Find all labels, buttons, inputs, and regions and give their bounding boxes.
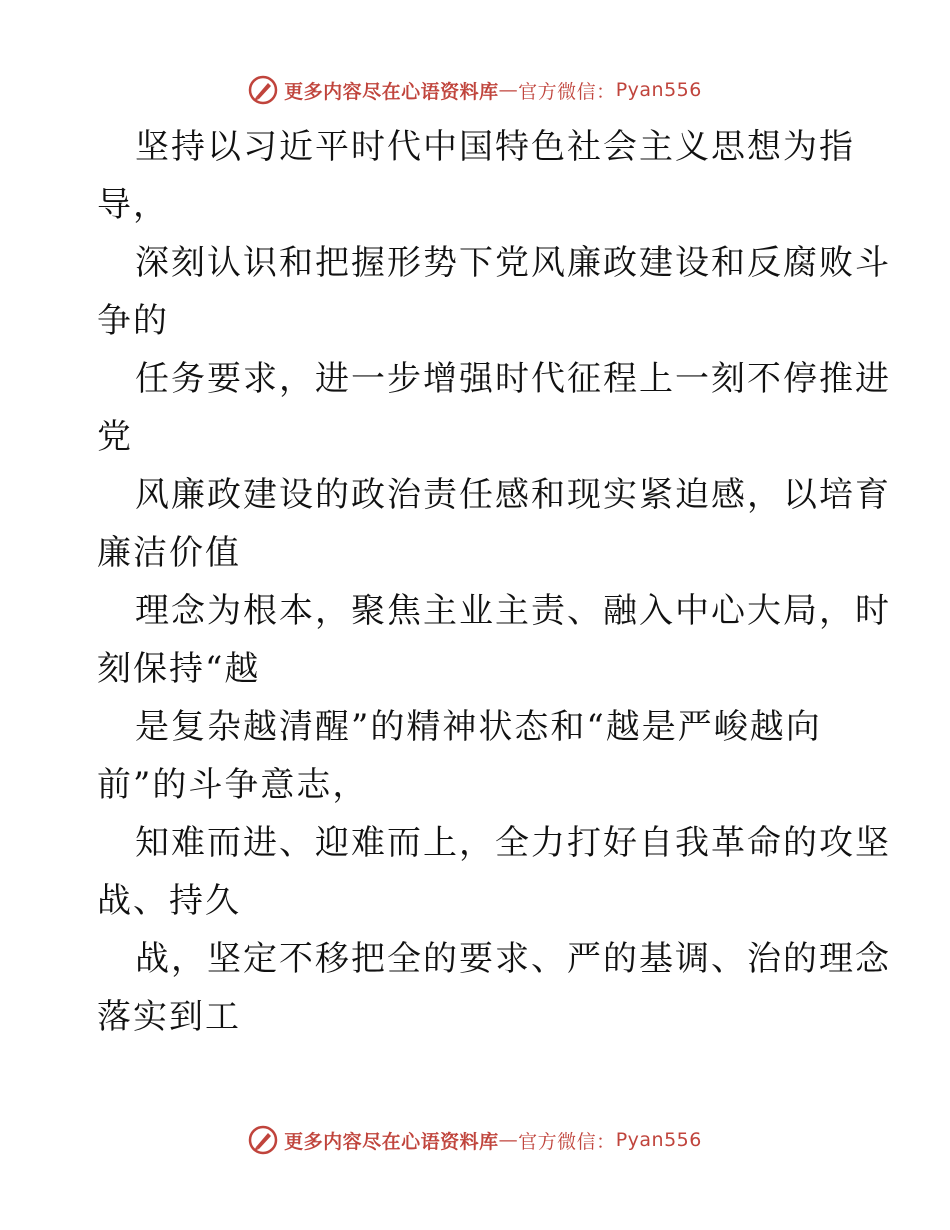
body-line: 刻保持“越 <box>97 649 261 689</box>
watermark-official-label: 官方微信： <box>518 80 616 103</box>
watermark-separator: — <box>498 1129 519 1151</box>
footer-watermark <box>0 1120 950 1160</box>
watermark-text: 更多内容尽在心语资料库 <box>284 1130 499 1153</box>
body-line: 知难而进、迎难而上，全力打好自我革命的攻坚 <box>135 823 891 863</box>
pen-logo-icon <box>248 1125 278 1155</box>
body-line: 风廉政建设的政治责任感和现实紧迫感，以培育 <box>135 475 891 515</box>
body-line: 前”的斗争意志， <box>97 765 369 805</box>
body-line: 争的 <box>97 301 169 341</box>
body-line: 是复杂越清醒”的精神状态和“越是严峻越向 <box>135 707 822 747</box>
watermark-official-label: 官方微信： <box>518 1130 616 1153</box>
body-line: 党 <box>97 417 133 457</box>
watermark-text: 更多内容尽在心语资料库 <box>284 80 499 103</box>
body-line: 战，坚定不移把全的要求、严的基调、治的理念 <box>135 939 891 979</box>
body-line: 战、持久 <box>97 881 241 921</box>
body-line: 导， <box>97 185 169 225</box>
body-line: 理念为根本，聚焦主业主责、融入中心大局，时 <box>135 591 891 631</box>
body-line: 廉洁价值 <box>97 533 241 573</box>
watermark-separator: — <box>498 79 519 101</box>
body-line: 落实到工 <box>97 997 241 1037</box>
document-body <box>97 118 891 1046</box>
watermark-id: Pyan556 <box>615 1129 702 1151</box>
header-watermark <box>0 70 950 110</box>
body-line: 坚持以习近平时代中国特色社会主义思想为指 <box>135 127 855 167</box>
body-line: 任务要求，进一步增强时代征程上一刻不停推进 <box>135 359 891 399</box>
pen-logo-icon <box>248 75 278 105</box>
body-line: 深刻认识和把握形势下党风廉政建设和反腐败斗 <box>135 243 891 283</box>
watermark-id: Pyan556 <box>615 79 702 101</box>
